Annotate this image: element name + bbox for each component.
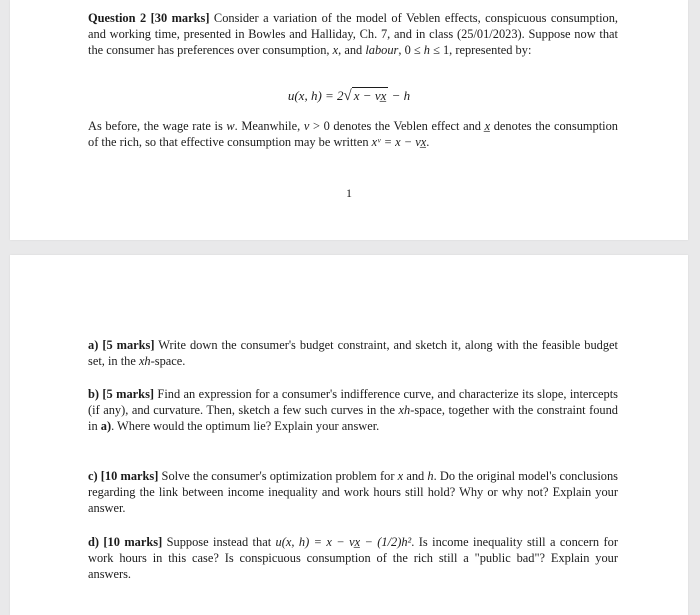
question-heading: Question 2 [30 marks] <box>88 11 210 25</box>
wage-paragraph: As before, the wage rate is w. Meanwhile, v > 0 denotes the Veblen effect and x̲ denotes the consumption of the rich, so that effective consumption may be written xᵛ = x − vx̲. <box>88 119 618 149</box>
page-number: 1 <box>346 186 352 200</box>
part-a: a) [5 marks] Write down the consumer's budget constraint, and sketch it, along with the feasible budget set, in the xh-space. <box>88 338 618 368</box>
document-page-2 <box>10 255 688 615</box>
document-page-1 <box>10 0 688 240</box>
part-c: c) [10 marks] Solve the consumer's optimization problem for x and h. Do the original model's conclusions regarding the link between income inequality and work hours still hold? Why or why not? Explain your answer. <box>88 469 618 515</box>
part-d: d) [10 marks] Suppose instead that u(x, h) = x − vx̲ − (1/2)h². Is income inequality still a concern for work hours in this case? Is conspicuous consumption of the rich still a "public bad"? Explain your answers. <box>88 535 618 581</box>
utility-formula: u(x, h) = 2√ x − vx̲ − h <box>287 88 411 104</box>
question-intro: Question 2 [30 marks] Consider a variation of the model of Veblen effects, conspicuous consumption, and working time, presented in Bowles and Halliday, Ch. 7, and in class (25/01/2023). Suppose now that the consumer has preferences over consumption, x, and labour, 0 ≤ h ≤ 1, represented by: <box>88 11 619 57</box>
part-b: b) [5 marks] Find an expression for a consumer's indifference curve, and characterize its slope, intercepts (if any), and curvature. Then, sketch a few such curves in the xh-space, together with the constraint found in a). Where would the optimum lie? Explain your answer. <box>88 387 619 433</box>
